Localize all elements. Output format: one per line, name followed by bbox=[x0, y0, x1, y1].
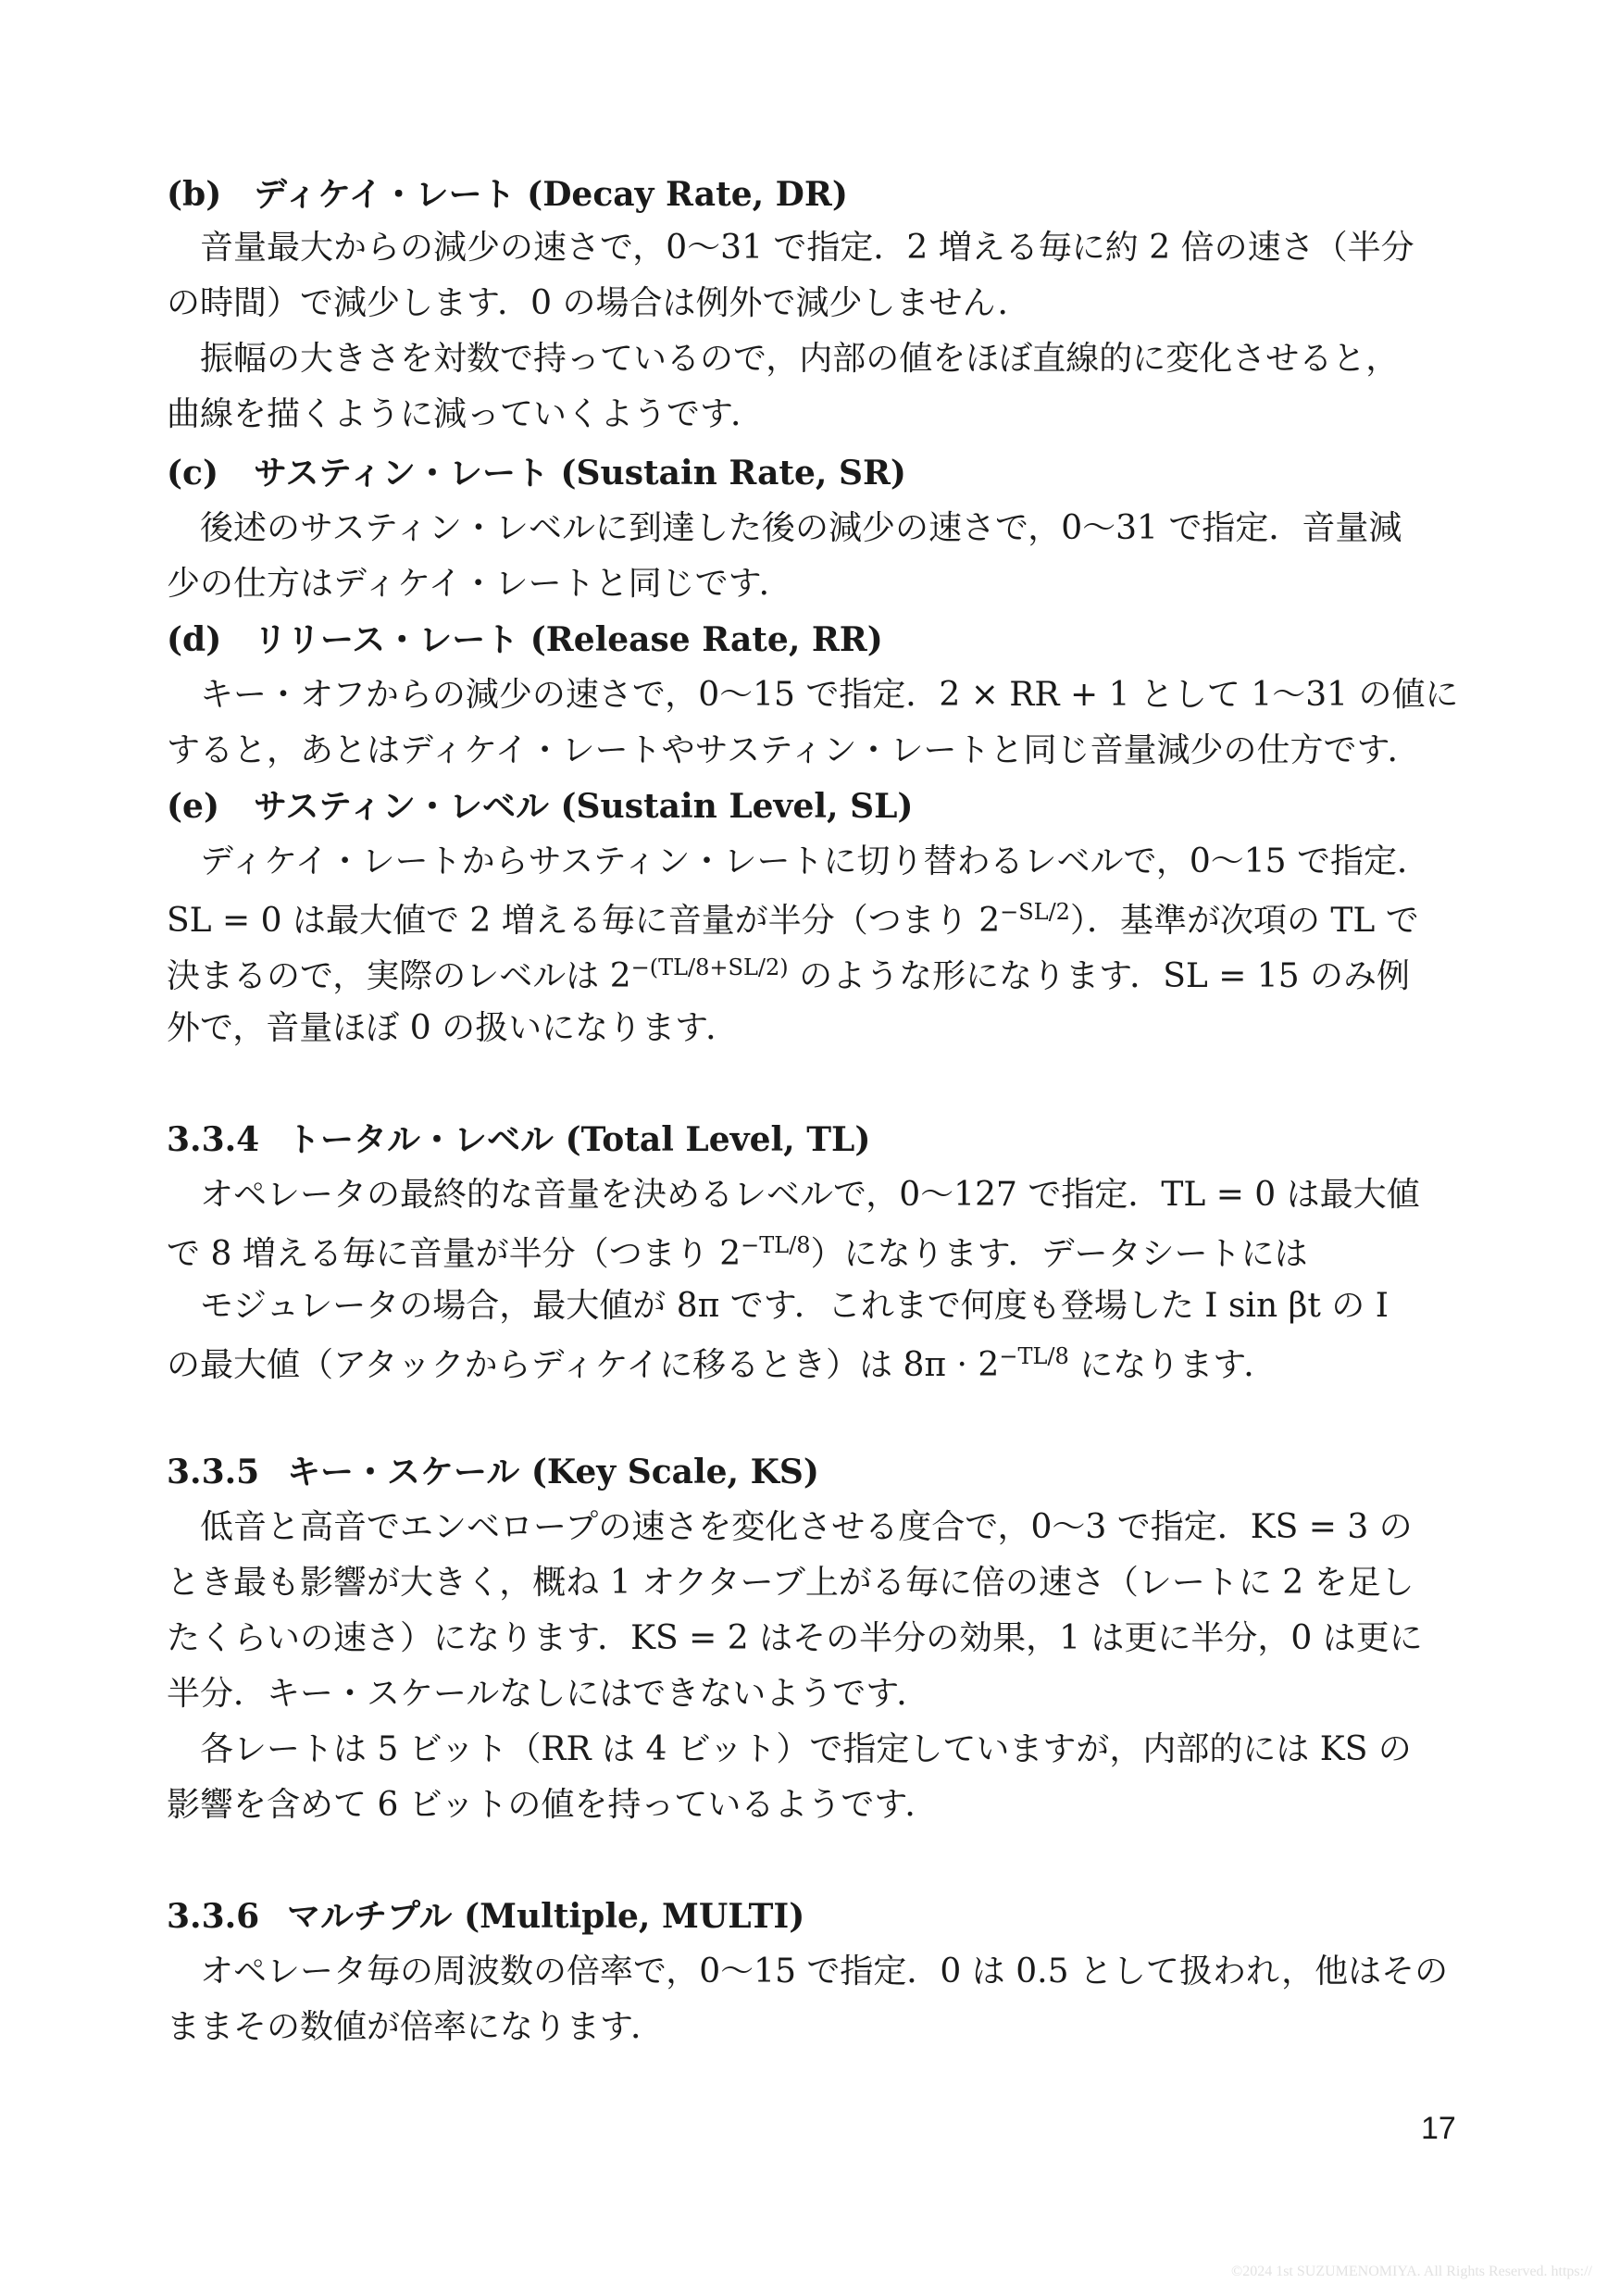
paragraph-line: とき最も影響が大きく，概ね 1 オクターブ上がる毎に倍の速さ（レートに 2 を足し bbox=[167, 1564, 1414, 1602]
paragraph-line: 外で，音量ほぼ 0 の扱いになります． bbox=[167, 1009, 740, 1047]
section-number: 3.3.4 bbox=[167, 1120, 260, 1159]
paragraph-line: ままその数値が倍率になります． bbox=[167, 2008, 665, 2046]
paragraph-line: オペレータの最終的な音量を決めるレベルで，0〜127 で指定．TL = 0 は最大値 bbox=[200, 1176, 1420, 1214]
heading-decay-rate bbox=[167, 175, 1463, 214]
heading-total-level bbox=[167, 1120, 1463, 1159]
page-number: 17 bbox=[1421, 2111, 1456, 2146]
heading-sustain-level bbox=[167, 787, 1463, 826]
exponent: −TL/8 bbox=[741, 1232, 811, 1258]
paragraph-line: 音量最大からの減少の速さで，0〜31 で指定．2 増える毎に約 2 倍の速さ（半分 bbox=[200, 229, 1414, 267]
heading-number: (b) bbox=[167, 175, 222, 214]
heading-english: (Multiple, MULTI) bbox=[464, 1897, 805, 1936]
paragraph-line: 影響を含めて 6 ビットの値を持っているようです． bbox=[167, 1786, 939, 1824]
paragraph-line: 曲線を描くように減っていくようです． bbox=[167, 395, 765, 433]
heading-kana: トータル・レベル bbox=[287, 1121, 555, 1159]
heading-kana: サスティン・レート bbox=[254, 455, 549, 493]
paragraph-line: の時間）で減少します．0 の場合は例外で減少しません． bbox=[167, 284, 1031, 322]
heading-release-rate bbox=[167, 620, 1463, 659]
paragraph-line: で 8 増える毎に音量が半分（つまり $2^{-TL/8}$）になります．データシートには bbox=[167, 1232, 1308, 1273]
section-number: 3.3.5 bbox=[167, 1453, 260, 1491]
heading-kana: ディケイ・レート bbox=[254, 176, 516, 214]
heading-kana: リリース・レート bbox=[254, 621, 519, 659]
paragraph-line: 少の仕方はディケイ・レートと同じです． bbox=[167, 565, 792, 603]
heading-number: (c) bbox=[167, 454, 218, 493]
heading-english: (Total Level, TL) bbox=[565, 1120, 871, 1159]
heading-number: (d) bbox=[167, 620, 222, 659]
exponent: −SL/2 bbox=[1000, 899, 1070, 925]
paragraph-line: の最大値（アタックからディケイに移るとき）は $8\pi \cdot 2^{-TL/8}$ になります． bbox=[167, 1343, 1277, 1384]
paragraph-line: たくらいの速さ）になります．KS = 2 はその半分の効果，1 は更に半分，0 は更に bbox=[167, 1619, 1423, 1657]
heading-multiple bbox=[167, 1897, 1463, 1936]
heading-english: (Release Rate, RR) bbox=[530, 620, 883, 659]
heading-key-scale bbox=[167, 1455, 1463, 1490]
paragraph-line: モジュレータの場合，最大値が 8π です．これまで何度も登場した I sin βt の I bbox=[200, 1287, 1389, 1325]
heading-english: (Key Scale, KS) bbox=[530, 1453, 819, 1491]
paragraph-line: 半分．キー・スケールなしにはできないようです． bbox=[167, 1675, 930, 1713]
paragraph-line: オペレータ毎の周波数の倍率で，0〜15 で指定．0 は 0.5 として扱われ，他はその bbox=[200, 1953, 1449, 1990]
heading-english: (Sustain Level, SL) bbox=[560, 787, 914, 826]
heading-sustain-rate bbox=[167, 456, 1463, 491]
heading-kana: キー・スケール bbox=[287, 1454, 520, 1491]
paragraph-line: すると，あとはディケイ・レートやサスティン・レートと同じ音量減少の仕方です． bbox=[167, 731, 1421, 769]
section-number: 3.3.6 bbox=[167, 1897, 260, 1936]
heading-kana: サスティン・レベル bbox=[254, 788, 549, 826]
heading-kana: マルチプル bbox=[287, 1898, 453, 1936]
exponent: −(TL/8+SL/2) bbox=[630, 955, 789, 980]
heading-english: (Sustain Rate, SR) bbox=[560, 454, 906, 493]
paragraph-line: キー・オフからの減少の速さで，0〜15 で指定．2 × RR + 1 として 1〜31 の値に bbox=[200, 676, 1459, 714]
paragraph-line: 決まるので，実際のレベルは $2^{-(TL/8+SL/2)}$ のような形になります．SL = 15 のみ例 bbox=[167, 955, 1411, 995]
paragraph-line: 振幅の大きさを対数で持っているので，内部の値をほぼ直線的に変化させると， bbox=[200, 340, 1400, 378]
heading-english: (Decay Rate, DR) bbox=[527, 175, 848, 214]
heading-number: (e) bbox=[167, 787, 219, 826]
paragraph-line: 後述のサスティン・レベルに到達した後の減少の速さで，0〜31 で指定．音量減 bbox=[200, 509, 1402, 547]
exponent: −TL/8 bbox=[999, 1343, 1069, 1369]
copyright-footer: ©2024 1st SUZUMENOMIYA. All Rights Reserved. https:// bbox=[1231, 2264, 1592, 2279]
paragraph-line: 各レートは 5 ビット（RR は 4 ビット）で指定していますが，内部的には KS の bbox=[200, 1730, 1412, 1768]
paragraph-line: SL = 0 は最大値で 2 増える毎に音量が半分（つまり $2^{-SL/2}$）．基準が次項の TL で bbox=[167, 899, 1419, 940]
paragraph-line: 低音と高音でエンベロープの速さを変化させる度合で，0〜3 で指定．KS = 3 の bbox=[200, 1508, 1413, 1546]
paragraph-line: ディケイ・レートからサスティン・レートに切り替わるレベルで，0〜15 で指定． bbox=[200, 842, 1430, 880]
